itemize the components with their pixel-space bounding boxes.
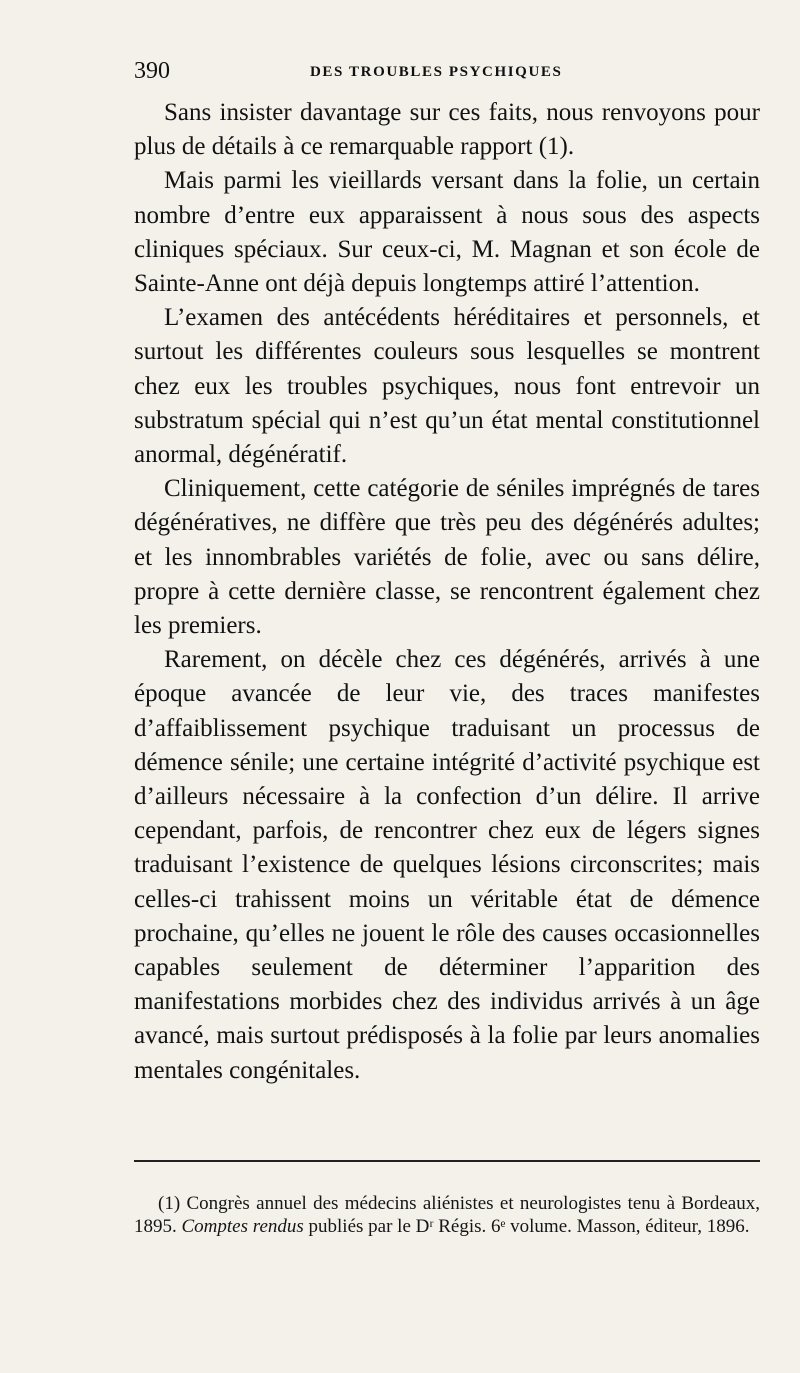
paragraph-4: Cliniquement, cette catégorie de séniles imprégnés de tares dégénératives, ne diffère que très peu des dégénérés adultes; et les innombrables variétés de folie, avec ou sans délire, propre à cette dernière classe, se rencontrent également chez les premiers. [134, 475, 760, 640]
footnote-suffix: publiés par le Dʳ Régis. 6ᵉ volume. Masson, éditeur, 1896. [308, 1216, 750, 1237]
footnote-prefix: (1) Congrès annuel des médecins aliénistes et neurologistes tenu à Bordeaux, 1895. [134, 1193, 760, 1237]
page-number: 390 [134, 58, 170, 84]
footnote [134, 1192, 760, 1238]
footnote-divider [134, 1160, 760, 1162]
footnote-italic: Comptes rendus [181, 1216, 304, 1237]
body-text [134, 96, 760, 1088]
paragraph-1: Sans insister davantage sur ces faits, nous renvoyons pour plus de détails à ce remarquable rapport (1). [134, 99, 760, 161]
paragraph-5: Rarement, on décèle chez ces dégénérés, arrivés à une époque avancée de leur vie, des traces manifestes d’affaiblissement psychique traduisant un processus de démence sénile; une certaine intégrité d’activité psychique est d’ailleurs nécessaire à la confection d’un délire. Il arrive cependant, parfois, de rencontrer chez eux de légers signes traduisant l’existence de quelques lésions circonscrites; mais celles-ci trahissent moins un véritable état de démence prochaine, qu’elles ne jouent le rôle des causes occasionnelles capables seulement de déterminer l’apparition des manifestations morbides chez des individus arrivés à un âge avancé, mais surtout prédisposés à la folie par leurs anomalies mentales congénitales. [134, 646, 760, 1084]
paragraph-2: Mais parmi les vieillards versant dans la folie, un certain nombre d’entre eux apparaissent à nous sous des aspects cliniques spéciaux. Sur ceux-ci, M. Magnan et son école de Sainte-Anne ont déjà depuis longtemps attiré l’attention. [134, 167, 760, 298]
paragraph-3: L’examen des antécédents héréditaires et personnels, et surtout les différentes couleurs sous lesquelles se montrent chez eux les troubles psychiques, nous font entrevoir un substratum spécial qui n’est qu’un état mental constitutionnel anormal, dégénératif. [134, 304, 760, 469]
running-head: DES TROUBLES PSYCHIQUES [310, 64, 563, 80]
footnote-text [134, 1192, 760, 1238]
page-header [134, 56, 764, 86]
